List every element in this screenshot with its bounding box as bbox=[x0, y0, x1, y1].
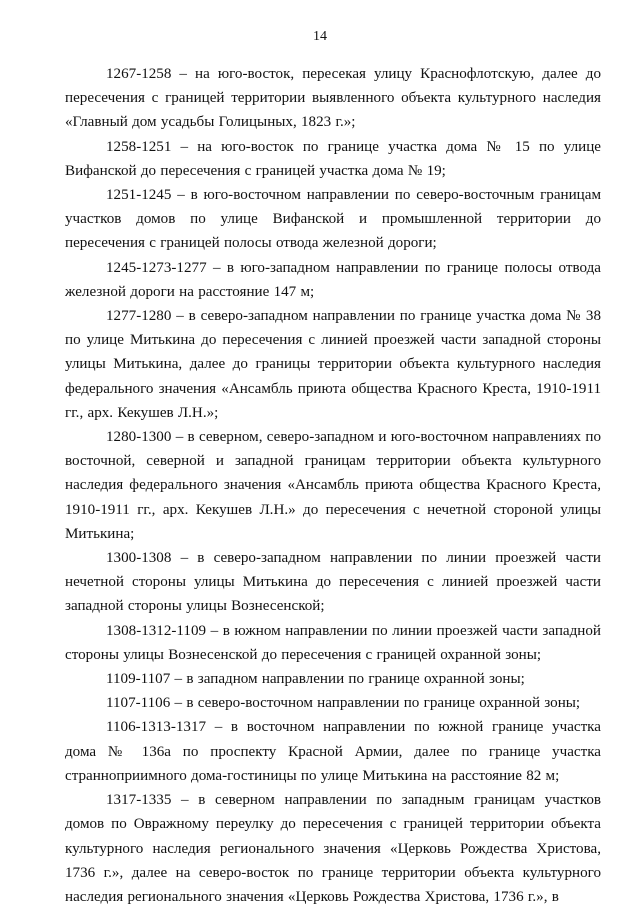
boundary-segment-paragraph: 1277-1280 – в северо-западном направлении по границе участка дома № 38 по улице Митькина до пересечения с линией проезжей части западной стороны улицы Митькина, далее до границы территории объекта культурного наследия федерального значения «Ансамбль приюта общества Красного Креста, 1910-1911 гг., арх. Кекушев Л.Н.»; bbox=[65, 308, 601, 421]
boundary-segment-paragraph: 1106-1313-1317 – в восточном направлении по южной границе участка дома № 136а по проспекту Красной Армии, далее по границе участка странноприимного дома-гостиницы по улице Митькина на расстояние 82 м; bbox=[65, 719, 601, 784]
boundary-segment-paragraph: 1251-1245 – в юго-восточном направлении по северо-восточным границам участков домов по улице Вифанской и промышленной территории до пересечения с границей полосы отвода железной дороги; bbox=[65, 187, 601, 252]
boundary-segment-paragraph: 1109-1107 – в западном направлении по границе охранной зоны; bbox=[106, 671, 525, 688]
boundary-segment-paragraph: 1107-1106 – в северо-восточном направлении по границе охранной зоны; bbox=[106, 695, 581, 712]
boundary-segment-paragraph: 1245-1273-1277 – в юго-западном направлении по границе полосы отвода железной дороги на расстояние 147 м; bbox=[65, 259, 601, 300]
boundary-segment-paragraph: 1280-1300 – в северном, северо-западном и юго-восточном направлениях по восточной, северной и западной границам территории объекта культурного наследия федерального значения «Ансамбль приюта общества Красного Креста, 1910-1911 гг., арх. Кекушев Л.Н.» до пересечения с нечетной стороной улицы Митькина; bbox=[65, 429, 601, 542]
page-number: 14 bbox=[313, 29, 327, 44]
boundary-segment-paragraph: 1258-1251 – на юго-восток по границе участка дома № 15 по улице Вифанской до пересечения с границей участка дома № 19; bbox=[65, 138, 601, 179]
boundary-segment-paragraph: 1300-1308 – в северо-западном направлении по линии проезжей части нечетной стороны улицы Митькина до пересечения с линией проезжей части западной стороны улицы Вознесенской; bbox=[65, 550, 601, 615]
boundary-segment-paragraph: 1267-1258 – на юго-восток, пересекая улицу Краснофлотскую, далее до пересечения с границей территории выявленного объекта культурного наследия «Главный дом усадьбы Голицыных, 1823 г.»; bbox=[65, 66, 601, 131]
document-body bbox=[65, 62, 601, 909]
boundary-segment-paragraph: 1308-1312-1109 – в южном направлении по линии проезжей части западной стороны улицы Вознесенской до пересечения с границей охранной зоны; bbox=[65, 622, 601, 663]
boundary-segment-paragraph: 1317-1335 – в северном направлении по западным границам участков домов по Овражному переулку до пересечения с границей территории объекта культурного наследия регионального значения «Церковь Рождества Христова, 1736 г.», далее на северо-восток по границе территории объекта культурного наследия регионального значения «Церковь Рождества Христова, 1736 г.», в bbox=[65, 792, 601, 905]
